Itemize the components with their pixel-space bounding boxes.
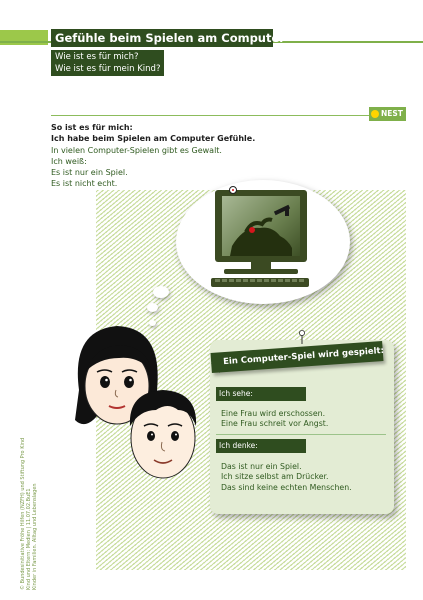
- thought-dot-large: [153, 286, 169, 298]
- pin-icon: [229, 186, 237, 194]
- thought-dot-medium: [147, 303, 158, 312]
- think-line-3: Das sind keine echten Menschen.: [221, 482, 352, 492]
- vertical-credit-text: [20, 438, 38, 590]
- keyboard-icon: [211, 278, 309, 287]
- monitor-base: [224, 269, 298, 274]
- intro-line-1: In vielen Computer-Spielen gibt es Gewalt.: [51, 145, 222, 155]
- credit-line-2: Kind und Eltern: Medien | 11.07.02.BuE1: [26, 488, 32, 590]
- subtitle-line-1: Wie ist es für mich?: [55, 52, 139, 62]
- page-title: Gefühle beim Spielen am Computer: [51, 29, 273, 47]
- think-label: Ich denke:: [216, 439, 306, 453]
- card-pin-icon: [299, 330, 305, 344]
- monitor-icon: [215, 190, 307, 262]
- card-divider: [216, 434, 386, 435]
- intro-line-4: Es ist nicht echt.: [51, 179, 118, 189]
- credit-line-3: Kinder in Familien. Alltag und Lebenslagen: [32, 483, 38, 590]
- nest-logo: [369, 107, 406, 121]
- nest-logo-icon: [371, 110, 379, 118]
- see-line-2: Eine Frau schreit vor Angst.: [221, 419, 329, 429]
- intro-statement: Ich habe beim Spielen am Computer Gefühle.: [51, 134, 256, 144]
- think-line-1: Das ist nur ein Spiel.: [221, 462, 302, 471]
- think-lines: [221, 462, 352, 493]
- boy-face: [118, 380, 208, 488]
- intro-line-3: Es ist nur ein Spiel.: [51, 168, 128, 178]
- credit-line-1: © Bundesinitiative Fröhe Hilfen (NZFH) und Stiftung Pro Kind: [20, 437, 26, 590]
- nest-logo-label: NEST: [381, 109, 403, 118]
- see-line-1: Eine Frau wird erschossen.: [221, 409, 326, 418]
- intro-text: [51, 122, 255, 190]
- see-label: Ich sehe:: [216, 387, 306, 401]
- subtitle-box: [51, 50, 164, 76]
- card-heading: Ein Computer-Spiel wird gespielt:: [211, 341, 384, 373]
- section-rule: [51, 115, 371, 116]
- subtitle-line-2: Wie ist es für mein Kind?: [55, 64, 161, 74]
- see-lines: [221, 409, 328, 430]
- intro-heading: So ist es für mich:: [51, 123, 133, 132]
- game-scene-icon: [222, 196, 300, 256]
- game-screen: [222, 196, 300, 256]
- intro-line-2: Ich weiß:: [51, 156, 87, 166]
- think-line-2: Ich sitze selbst am Drücker.: [221, 472, 329, 482]
